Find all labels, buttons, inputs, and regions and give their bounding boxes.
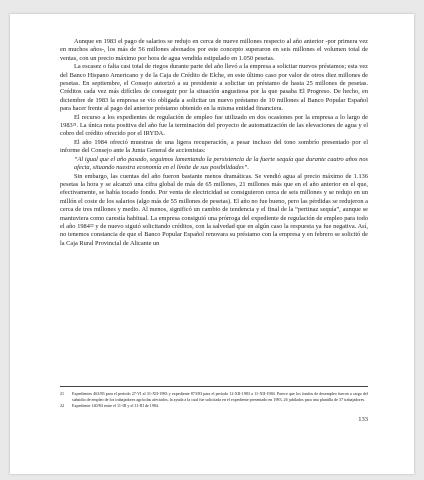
footnotes: [60, 386, 368, 410]
paragraph: La escasez o falta casi total de riegos durante parte del año llevó a la empresa a solicitar nuevos préstamos; esta vez del Banco Hispano Americano y de la Caja de Crédito de Elche, en este último caso por valor de otros diez millones de pesetas. En septiembre, el Consejo autorizó a su presidente a solicitar un préstamo de hasta 25 millones de pesetas. Créditos cada vez más difíciles de conseguir por la situación angustiosa por la que pasaba El Progreso. De hecho, en diciembre de 1983 la empresa se vio obligada a solicitar un nuevo préstamo de 10 millones al Banco Popular Español para hacer frente al pago del anterior préstamo obtenido en la misma entidad financiera.: [60, 63, 368, 113]
paragraph: El recurso a los expedientes de regulación de empleo fue utilizado en dos ocasiones por la empresa a lo largo de 1983²¹. La única nota positiva del año fue la terminación del proyecto de automatización de las elevaciones de agua y el cobro del crédito ofrecido por el IRYDA.: [60, 113, 368, 138]
page-number: 133: [358, 416, 368, 423]
paragraph: El año 1984 ofreció muestras de una ligera recuperación, a pesar incluso del tono sombrío presentado por el informe del Consejo ante la Junta General de accionistas:: [60, 138, 368, 155]
footnote-number: 22: [60, 403, 65, 409]
footnote: [60, 391, 368, 402]
paragraph: Aunque en 1983 el pago de salarios se redujo en cerca de nueve millones respecto al año anterior -por primera vez en muchos años-, los más de 56 millones abonados por este concepto superaron en seis millones el volumen total de ventas, con un precio máximo por hora de agua vendida estipulado en 1.050 pesetas.: [60, 38, 368, 62]
footnote-text: Expedientes 463/83 para el período 27-VI al 31-XII-1983 y expediente 873/83 para el período 12-XII-1983 a 11-XII-1984. Parece que los fondos de desempleo fueron a cargo del subsidio de empleo de los trabajadores agrícolas afectados, la ayuda a la cual fue solicitada en el expediente presentado en 1983, 26 jubilados para una plantilla de 37 trabajadores.: [72, 391, 368, 402]
footnote: [60, 403, 368, 409]
block-quote: “Al igual que el año pasado, seguimos lamentando la persistencia de la fuerte sequía que durante cuatro años nos afecta, situando nuestra economía en el límite de sus posibilidades”.: [74, 155, 368, 172]
paragraph: Sin embargo, las cuentas del año fueron bastante menos dramáticas. Se vendió agua al precio máximo de 1.136 pesetas la hora y se alcanzó una cifra global de más de 65 millones, 21 millones más que en el año anterior en el que, efectivamente, se había tocado fondo. Por venta de electricidad se consiguieron cerca de seis millones y se redujo en un millón el coste de los salarios (algo más de 55 millones de pesetas). El año no fue bueno, pero las pérdidas se redujeron a cerca de tres millones y medio. Al menos, significó un cambio de tendencia y el final de la “pertinaz sequía”, aunque se mantuviera como carestía habitual. La empresa consiguió una prórroga del expediente de regulación de empleo para todo el año 1984²² y de nuevo siguió solicitando créditos, con la salvedad que en algún caso la respuesta ya fue negativa. Así, no tenemos constancia de que el Banco Popular Español renovara su préstamo con la empresa y en febrero se solicitó de la Caja Rural Provincial de Alicante un: [60, 172, 368, 247]
document-page: [10, 14, 414, 474]
body-text: [60, 38, 368, 248]
footnote-number: 21: [60, 391, 65, 396]
footnote-text: Expediente 140/84 entre el 11-III y el 11-III de 1984.: [72, 403, 159, 409]
